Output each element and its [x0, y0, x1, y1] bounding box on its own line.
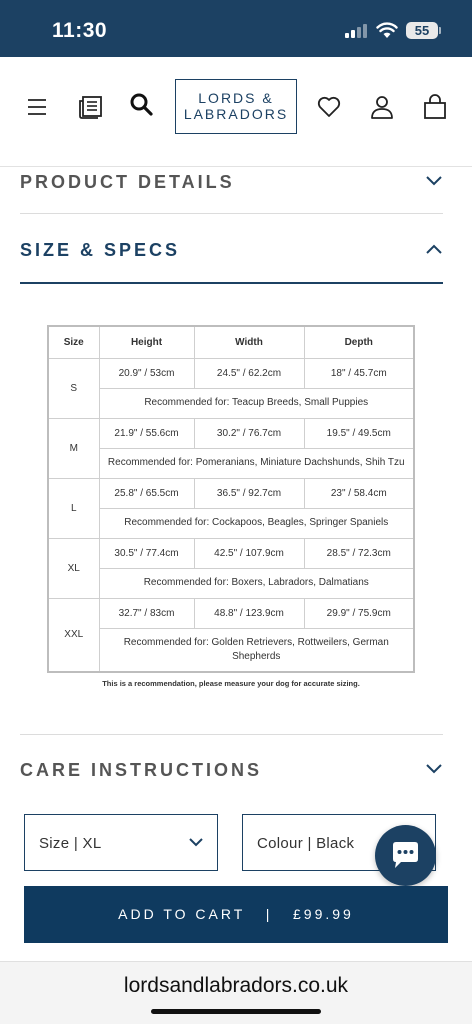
cellular-signal-icon: [345, 24, 369, 38]
column-header-height: Height: [99, 326, 194, 358]
depth-cell: 19.5" / 49.5cm: [304, 418, 414, 448]
wifi-icon: [376, 21, 398, 39]
cart-bag-icon[interactable]: [422, 94, 448, 120]
care-instructions-accordion[interactable]: [20, 758, 443, 782]
divider: [20, 734, 443, 735]
depth-cell: 18" / 45.7cm: [304, 358, 414, 388]
size-selector-label: Size | XL: [39, 835, 102, 852]
chat-bubble-icon: [375, 825, 436, 886]
size-table: [47, 325, 415, 673]
divider-active: [20, 282, 443, 284]
product-details-title: PRODUCT DETAILS: [20, 172, 235, 192]
chevron-down-icon: [189, 838, 203, 847]
chevron-up-icon: [425, 243, 443, 255]
chevron-down-icon: [425, 763, 443, 775]
add-to-cart-button[interactable]: ADD TO CART | £99.99: [24, 886, 448, 943]
browser-address-bar: [0, 961, 472, 1024]
recommended-cell: Recommended for: Boxers, Labradors, Dalmatians: [99, 568, 414, 598]
table-row: [48, 418, 414, 448]
height-cell: 32.7" / 83cm: [99, 598, 194, 628]
battery-tip: [439, 27, 441, 34]
table-row: [48, 388, 414, 418]
brand-logo[interactable]: [175, 79, 297, 134]
column-header-width: Width: [194, 326, 304, 358]
home-indicator[interactable]: [151, 1009, 321, 1014]
product-details-accordion[interactable]: [20, 170, 443, 194]
height-cell: 25.8" / 65.5cm: [99, 478, 194, 508]
colour-selector-label: Colour | Black: [257, 835, 355, 852]
table-row: [48, 508, 414, 538]
wishlist-heart-icon[interactable]: [316, 94, 342, 120]
table-row: [48, 598, 414, 628]
care-instructions-title: CARE INSTRUCTIONS: [20, 760, 263, 780]
height-cell: 20.9" / 53cm: [99, 358, 194, 388]
battery-level: 55: [406, 22, 438, 39]
table-row: [48, 478, 414, 508]
account-icon[interactable]: [369, 94, 395, 120]
chat-button[interactable]: [375, 825, 436, 886]
size-specs-title: SIZE & SPECS: [20, 240, 181, 260]
size-cell: S: [48, 358, 99, 418]
table-row: [48, 448, 414, 478]
menu-icon[interactable]: [25, 94, 51, 120]
search-icon[interactable]: [129, 92, 155, 118]
height-cell: 30.5" / 77.4cm: [99, 538, 194, 568]
depth-cell: 28.5" / 72.3cm: [304, 538, 414, 568]
sizing-note: This is a recommendation, please measure your dog for accurate sizing.: [102, 679, 360, 688]
width-cell: 48.8" / 123.9cm: [194, 598, 304, 628]
column-header-size: Size: [48, 326, 99, 358]
width-cell: 36.5" / 92.7cm: [194, 478, 304, 508]
table-row: [48, 358, 414, 388]
status-time: 11:30: [52, 19, 108, 42]
depth-cell: 23" / 58.4cm: [304, 478, 414, 508]
table-row: [48, 538, 414, 568]
recommended-cell: Recommended for: Teacup Breeds, Small Puppies: [99, 388, 414, 418]
width-cell: 30.2" / 76.7cm: [194, 418, 304, 448]
size-cell: L: [48, 478, 99, 538]
table-row: [48, 628, 414, 672]
height-cell: 21.9" / 55.6cm: [99, 418, 194, 448]
width-cell: 42.5" / 107.9cm: [194, 538, 304, 568]
size-cell: XXL: [48, 598, 99, 672]
catalogue-icon[interactable]: [78, 94, 104, 120]
depth-cell: 29.9" / 75.9cm: [304, 598, 414, 628]
width-cell: 24.5" / 62.2cm: [194, 358, 304, 388]
table-row: [48, 568, 414, 598]
logo-line-1: LORDS &: [198, 90, 274, 106]
size-specs-accordion[interactable]: [20, 238, 443, 262]
recommended-cell: Recommended for: Pomeranians, Miniature Dachshunds, Shih Tzu: [99, 448, 414, 478]
column-header-depth: Depth: [304, 326, 414, 358]
size-cell: XL: [48, 538, 99, 598]
recommended-cell: Recommended for: Cockapoos, Beagles, Springer Spaniels: [99, 508, 414, 538]
size-cell: M: [48, 418, 99, 478]
size-selector[interactable]: [24, 814, 218, 871]
site-header: [0, 57, 472, 167]
recommended-cell: Recommended for: Golden Retrievers, Rottweilers, German Shepherds: [99, 628, 414, 672]
table-header-row: [48, 326, 414, 358]
url-text[interactable]: lordsandlabradors.co.uk: [123, 974, 349, 997]
divider: [20, 213, 443, 214]
chevron-down-icon: [425, 175, 443, 187]
logo-line-2: LABRADORS: [183, 106, 289, 122]
status-bar: [0, 0, 472, 57]
